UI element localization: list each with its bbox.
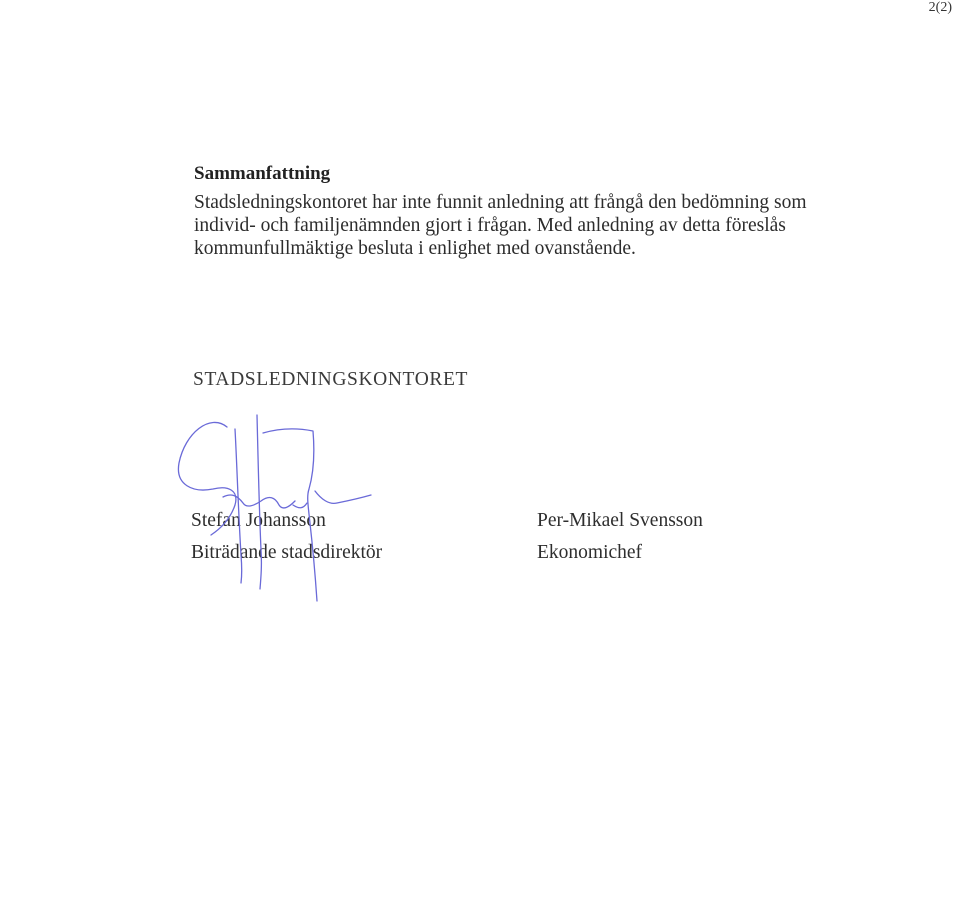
page-number: 2(2): [928, 0, 952, 15]
signatory-name: Per-Mikael Svensson: [537, 510, 703, 531]
summary-line: Stadsledningskontoret har inte funnit anledning att frångå den bedömning som: [194, 192, 807, 213]
summary-line: kommunfullmäktige besluta i enlighet med ovanstående.: [194, 238, 636, 259]
signatory-role: Biträdande stadsdirektör: [191, 542, 383, 563]
signatory-right: [537, 505, 703, 569]
signatory-role: Ekonomichef: [537, 542, 643, 563]
summary-heading: Sammanfattning: [194, 163, 331, 184]
office-name: STADSLEDNINGSKONTORET: [193, 369, 469, 390]
summary-line: individ- och familjenämnden gjort i frågan. Med anledning av detta föreslås: [194, 215, 786, 236]
handwritten-signature: [165, 405, 390, 605]
summary-paragraph: [194, 191, 894, 260]
signatory-name: Stefan Johansson: [191, 510, 326, 531]
